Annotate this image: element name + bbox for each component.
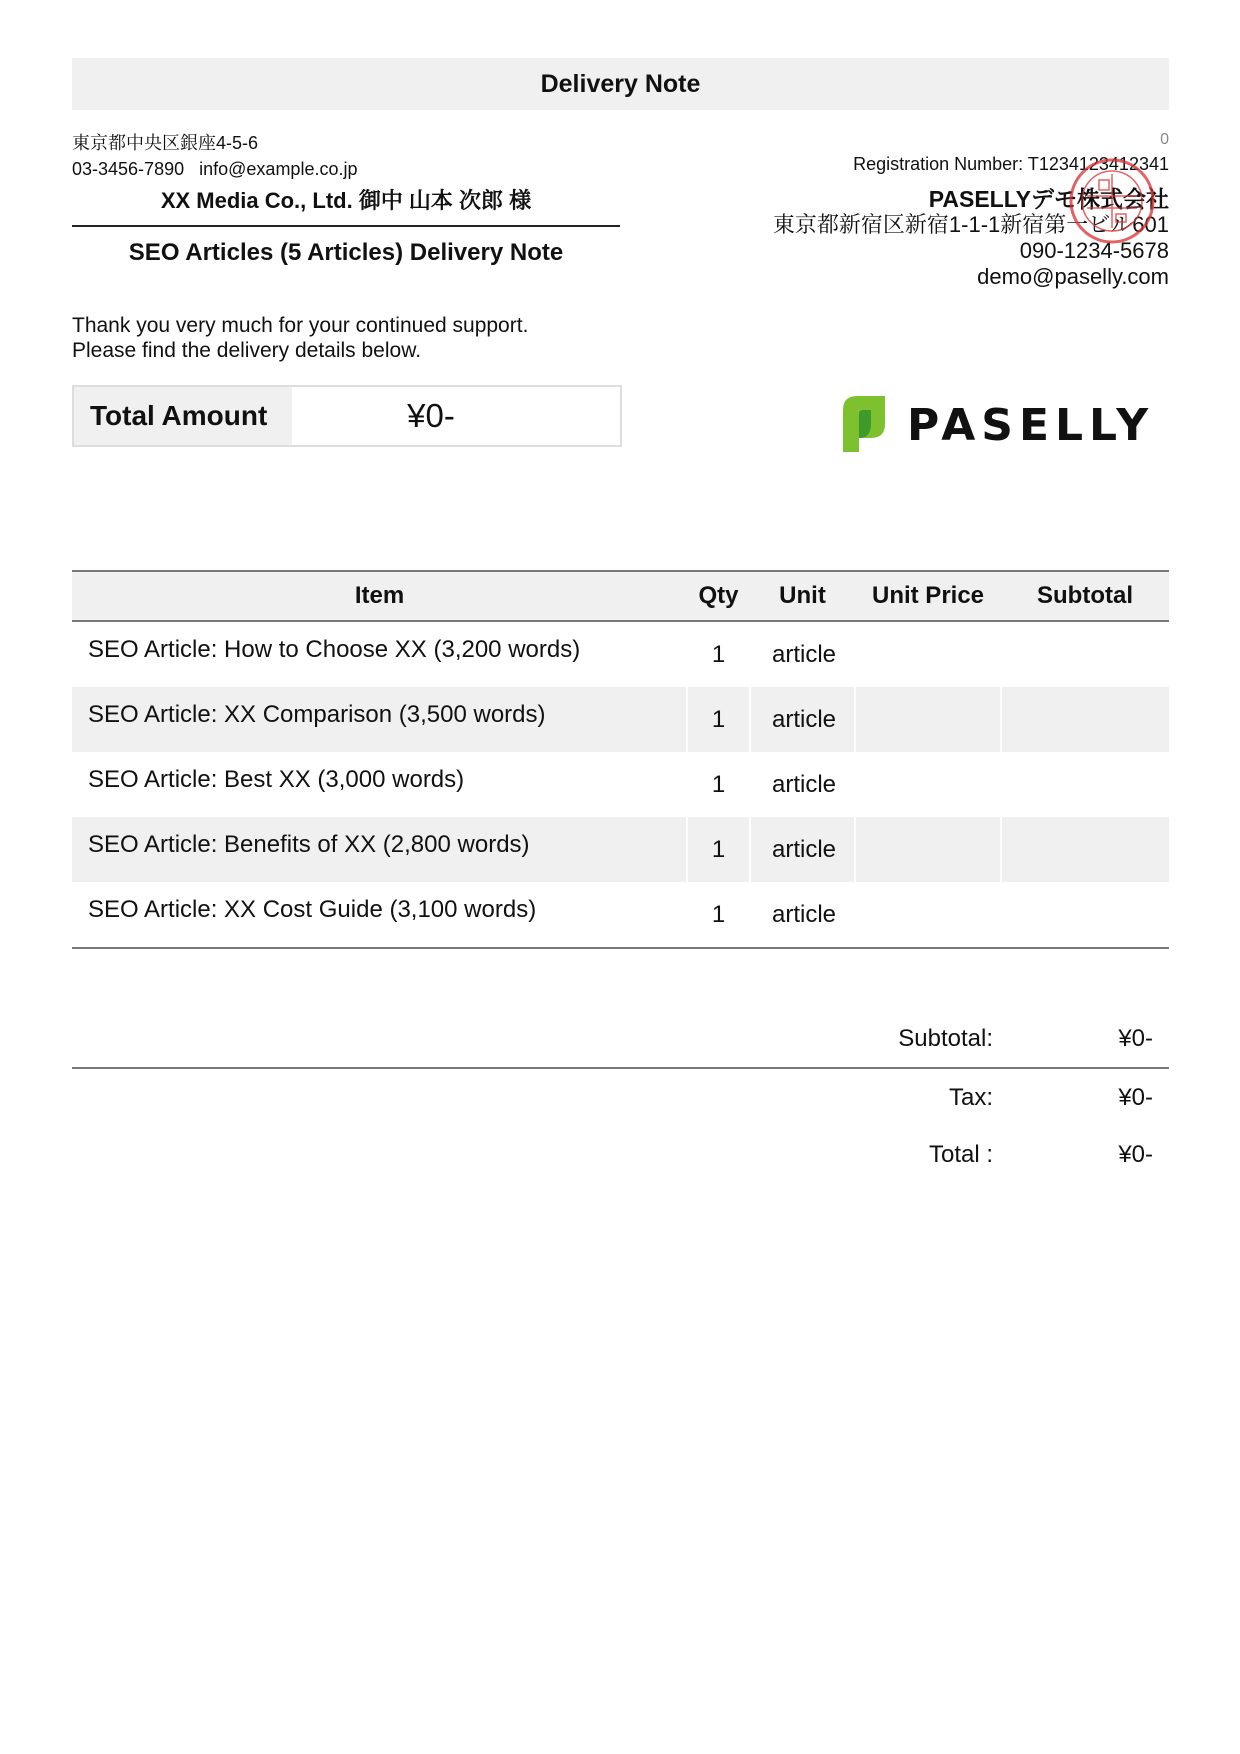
row-subtotal bbox=[1001, 882, 1169, 948]
total-amount-value: ¥0- bbox=[407, 397, 455, 434]
client-phone: 03-3456-7890 bbox=[72, 159, 185, 179]
summary-tax-row bbox=[72, 1069, 1169, 1126]
row-unit-price bbox=[855, 621, 1001, 687]
total-amount-box bbox=[72, 385, 622, 447]
table-row bbox=[72, 687, 1169, 752]
row-unit: article bbox=[750, 621, 855, 687]
summary-total-row bbox=[72, 1126, 1169, 1183]
row-item: SEO Article: XX Comparison (3,500 words) bbox=[72, 687, 687, 752]
sender-phone: 090-1234-5678 bbox=[1019, 238, 1169, 263]
summary-subtotal-row bbox=[72, 1010, 1169, 1069]
sender-email: demo@paselly.com bbox=[977, 264, 1169, 289]
document-title-bar bbox=[72, 58, 1169, 110]
row-unit: article bbox=[750, 752, 855, 817]
row-qty: 1 bbox=[687, 687, 750, 752]
sender-block bbox=[709, 130, 1169, 451]
row-subtotal bbox=[1001, 817, 1169, 882]
greeting bbox=[72, 313, 620, 363]
client-email: info@example.co.jp bbox=[199, 159, 358, 179]
summary-subtotal-value: ¥0- bbox=[1118, 1024, 1153, 1052]
row-unit: article bbox=[750, 817, 855, 882]
table-header-row bbox=[72, 571, 1169, 621]
paselly-logo-text: PASELLY bbox=[907, 400, 1155, 451]
greeting-line-2: Please find the delivery details below. bbox=[72, 339, 422, 362]
sender-name: PASELLYデモ株式会社 bbox=[928, 186, 1169, 212]
items-table bbox=[72, 570, 1169, 949]
delivery-note-page bbox=[72, 58, 1169, 1168]
summary-tax-value: ¥0- bbox=[1118, 1083, 1153, 1111]
table-row bbox=[72, 752, 1169, 817]
summary-tax-label: Tax: bbox=[948, 1083, 993, 1111]
client-name: XX Media Co., Ltd. 御中 山本 次郎 様 bbox=[72, 184, 620, 227]
row-subtotal bbox=[1001, 687, 1169, 752]
table-row bbox=[72, 817, 1169, 882]
row-unit-price bbox=[855, 882, 1001, 948]
table-row bbox=[72, 621, 1169, 687]
row-qty: 1 bbox=[687, 817, 750, 882]
summary-total-label: Total : bbox=[928, 1140, 993, 1168]
row-unit: article bbox=[750, 687, 855, 752]
header-qty: Qty bbox=[687, 571, 750, 621]
document-title: Delivery Note bbox=[540, 69, 701, 98]
summary-subtotal-label: Subtotal: bbox=[898, 1024, 993, 1052]
total-amount-label: Total Amount bbox=[74, 387, 292, 445]
row-item: SEO Article: Benefits of XX (2,800 words) bbox=[72, 817, 687, 882]
page-number: 0 bbox=[1160, 131, 1169, 148]
table-row bbox=[72, 882, 1169, 948]
row-item: SEO Article: Best XX (3,000 words) bbox=[88, 766, 465, 793]
header-unit-price: Unit Price bbox=[855, 571, 1001, 621]
header-area bbox=[72, 110, 1169, 451]
row-qty: 1 bbox=[687, 621, 750, 687]
row-unit-price bbox=[855, 817, 1001, 882]
company-seal-stamp-icon bbox=[1067, 156, 1157, 246]
client-address: 東京都中央区銀座4-5-6 bbox=[72, 133, 259, 153]
paselly-logo bbox=[839, 392, 1169, 454]
row-qty: 1 bbox=[687, 752, 750, 817]
sender-address: 東京都新宿区新宿1-1-1新宿第一ビル601 bbox=[772, 212, 1169, 237]
summary-block bbox=[72, 1010, 1169, 1183]
greeting-line-1: Thank you very much for your continued support. bbox=[72, 314, 529, 337]
row-unit-price bbox=[855, 752, 1001, 817]
row-qty: 1 bbox=[687, 882, 750, 948]
row-item: SEO Article: XX Cost Guide (3,100 words) bbox=[72, 882, 687, 948]
row-unit: article bbox=[750, 882, 855, 948]
row-item: SEO Article: How to Choose XX (3,200 words) bbox=[88, 636, 581, 663]
header-subtotal: Subtotal bbox=[1001, 571, 1169, 621]
registration-number: Registration Number: T1234123412341 bbox=[853, 154, 1169, 174]
client-block bbox=[72, 130, 620, 447]
row-subtotal bbox=[1001, 752, 1169, 817]
summary-total-value: ¥0- bbox=[1118, 1140, 1153, 1168]
client-contact bbox=[72, 156, 620, 182]
document-subject: SEO Articles (5 Articles) Delivery Note bbox=[128, 239, 564, 266]
header-item: Item bbox=[72, 571, 687, 621]
row-subtotal bbox=[1001, 621, 1169, 687]
header-unit: Unit bbox=[750, 571, 855, 621]
row-unit-price bbox=[855, 687, 1001, 752]
paselly-leaf-icon bbox=[843, 396, 885, 452]
